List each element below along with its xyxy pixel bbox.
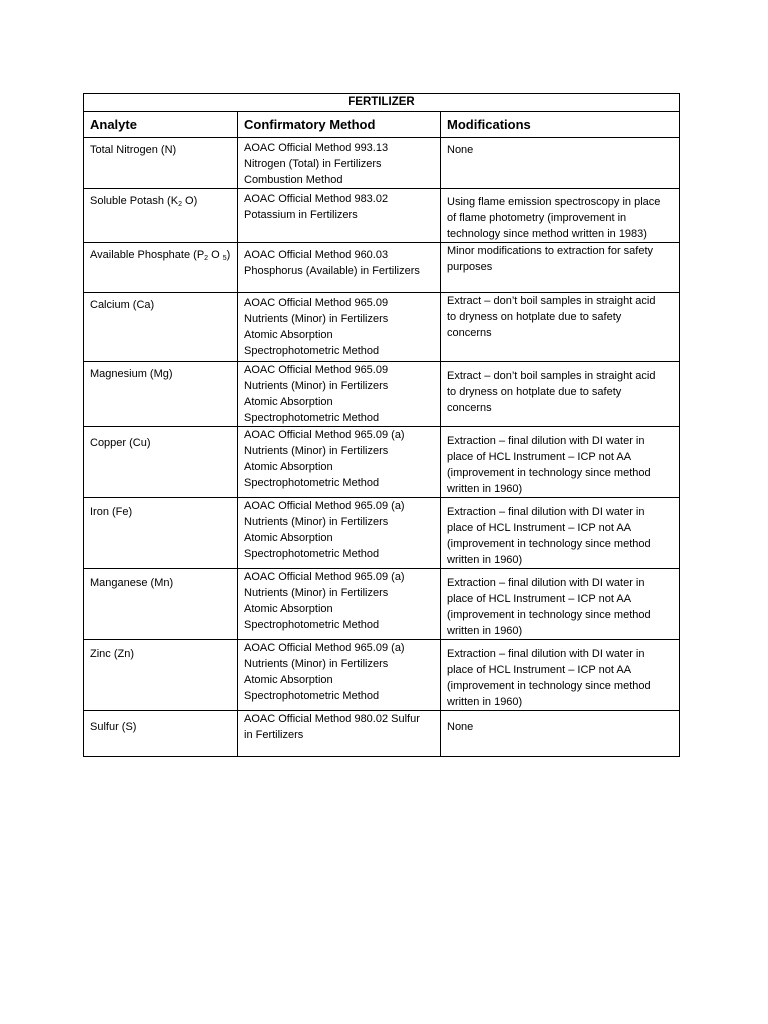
table-row — [84, 243, 680, 293]
analyte-cell — [84, 138, 238, 189]
table-row — [84, 569, 680, 640]
method-text: AOAC Official Method 965.09 Nutrients (Minor) in Fertilizers Atomic Absorption Spectrophotometric Method — [244, 364, 389, 424]
analyte-name: Total Nitrogen (N) — [90, 144, 177, 156]
table-header-row — [84, 112, 680, 138]
method-text: AOAC Official Method 965.09 Nutrients (Minor) in Fertilizers Atomic Absorption Spectrophotometric Method — [244, 297, 389, 357]
method-cell — [238, 569, 441, 640]
modification-text: Using flame emission spectroscopy in place of flame photometry (improvement in technology since method written in 1983) — [447, 196, 661, 240]
method-text: AOAC Official Method 965.09 (a) Nutrients (Minor) in Fertilizers Atomic Absorption Spectrophotometric Method — [244, 429, 405, 489]
modification-text: Extract – don’t boil samples in straight acid to dryness on hotplate due to safety concerns — [447, 370, 656, 414]
modification-text: None — [447, 144, 474, 156]
modification-cell — [441, 189, 680, 243]
method-text: AOAC Official Method 960.03 Phosphorus (Available) in Fertilizers — [244, 249, 420, 277]
modification-cell — [441, 243, 680, 293]
table-row — [84, 498, 680, 569]
table-title-row — [84, 94, 680, 112]
table-row — [84, 138, 680, 189]
analyte-cell — [84, 711, 238, 757]
modification-text: Extraction – final dilution with DI water in place of HCL Instrument – ICP not AA (improvement in technology since method written in 1960) — [447, 506, 651, 566]
method-text: AOAC Official Method 980.02 Sulfur in Fertilizers — [244, 713, 420, 741]
table-row — [84, 189, 680, 243]
column-header-modifications: Modifications — [441, 112, 680, 138]
method-cell — [238, 498, 441, 569]
analyte-name: Sulfur (S) — [90, 721, 137, 733]
analyte-cell — [84, 569, 238, 640]
method-cell — [238, 138, 441, 189]
analyte-name: Copper (Cu) — [90, 437, 151, 449]
table-row — [84, 427, 680, 498]
modification-cell — [441, 138, 680, 189]
method-text: AOAC Official Method 983.02 Potassium in Fertilizers — [244, 193, 389, 221]
method-cell — [238, 189, 441, 243]
analyte-name: Available Phosphate ($P_2$ O $_5$) — [90, 249, 231, 262]
modification-cell — [441, 293, 680, 362]
modification-cell — [441, 640, 680, 711]
method-cell — [238, 243, 441, 293]
modification-text: Minor modifications to extraction for safety purposes — [447, 245, 654, 273]
modification-text: None — [447, 721, 474, 733]
method-cell — [238, 711, 441, 757]
modification-text: Extract – don’t boil samples in straight acid to dryness on hotplate due to safety concerns — [447, 295, 656, 339]
table-row — [84, 711, 680, 757]
method-text: AOAC Official Method 965.09 (a) Nutrients (Minor) in Fertilizers Atomic Absorption Spectrophotometric Method — [244, 571, 405, 631]
analyte-name: Calcium (Ca) — [90, 299, 155, 311]
analyte-cell — [84, 640, 238, 711]
modification-cell — [441, 711, 680, 757]
analyte-name: Magnesium (Mg) — [90, 368, 173, 380]
modification-text: Extraction – final dilution with DI water in place of HCL Instrument – ICP not AA (improvement in technology since method written in 1960) — [447, 577, 651, 637]
table-row — [84, 362, 680, 427]
analyte-name: Zinc (Zn) — [90, 648, 134, 660]
method-cell — [238, 293, 441, 362]
modification-text: Extraction – final dilution with DI water in place of HCL Instrument – ICP not AA (improvement in technology since method written in 1960) — [447, 435, 651, 495]
modification-text: Extraction – final dilution with DI water in place of HCL Instrument – ICP not AA (improvement in technology since method written in 1960) — [447, 648, 651, 708]
analyte-cell — [84, 293, 238, 362]
analyte-name: Iron (Fe) — [90, 506, 133, 518]
method-text: AOAC Official Method 965.09 (a) Nutrients (Minor) in Fertilizers Atomic Absorption Spectrophotometric Method — [244, 642, 405, 702]
method-cell — [238, 427, 441, 498]
method-text: AOAC Official Method 993.13 Nitrogen (Total) in Fertilizers Combustion Method — [244, 142, 389, 186]
analyte-cell — [84, 362, 238, 427]
analyte-name: Soluble Potash ($K_2$ O) — [90, 195, 198, 208]
modification-cell — [441, 362, 680, 427]
fertilizer-table — [83, 93, 680, 757]
method-cell — [238, 362, 441, 427]
analyte-name: Manganese (Mn) — [90, 577, 174, 589]
modification-cell — [441, 569, 680, 640]
method-cell — [238, 640, 441, 711]
method-text: AOAC Official Method 965.09 (a) Nutrients (Minor) in Fertilizers Atomic Absorption Spectrophotometric Method — [244, 500, 405, 560]
table-title: FERTILIZER — [84, 94, 680, 112]
analyte-cell — [84, 427, 238, 498]
analyte-cell — [84, 498, 238, 569]
column-header-analyte: Analyte — [84, 112, 238, 138]
column-header-confirmatory-method: Confirmatory Method — [238, 112, 441, 138]
modification-cell — [441, 427, 680, 498]
table-row — [84, 640, 680, 711]
analyte-cell — [84, 189, 238, 243]
modification-cell — [441, 498, 680, 569]
analyte-cell — [84, 243, 238, 293]
table-row — [84, 293, 680, 362]
